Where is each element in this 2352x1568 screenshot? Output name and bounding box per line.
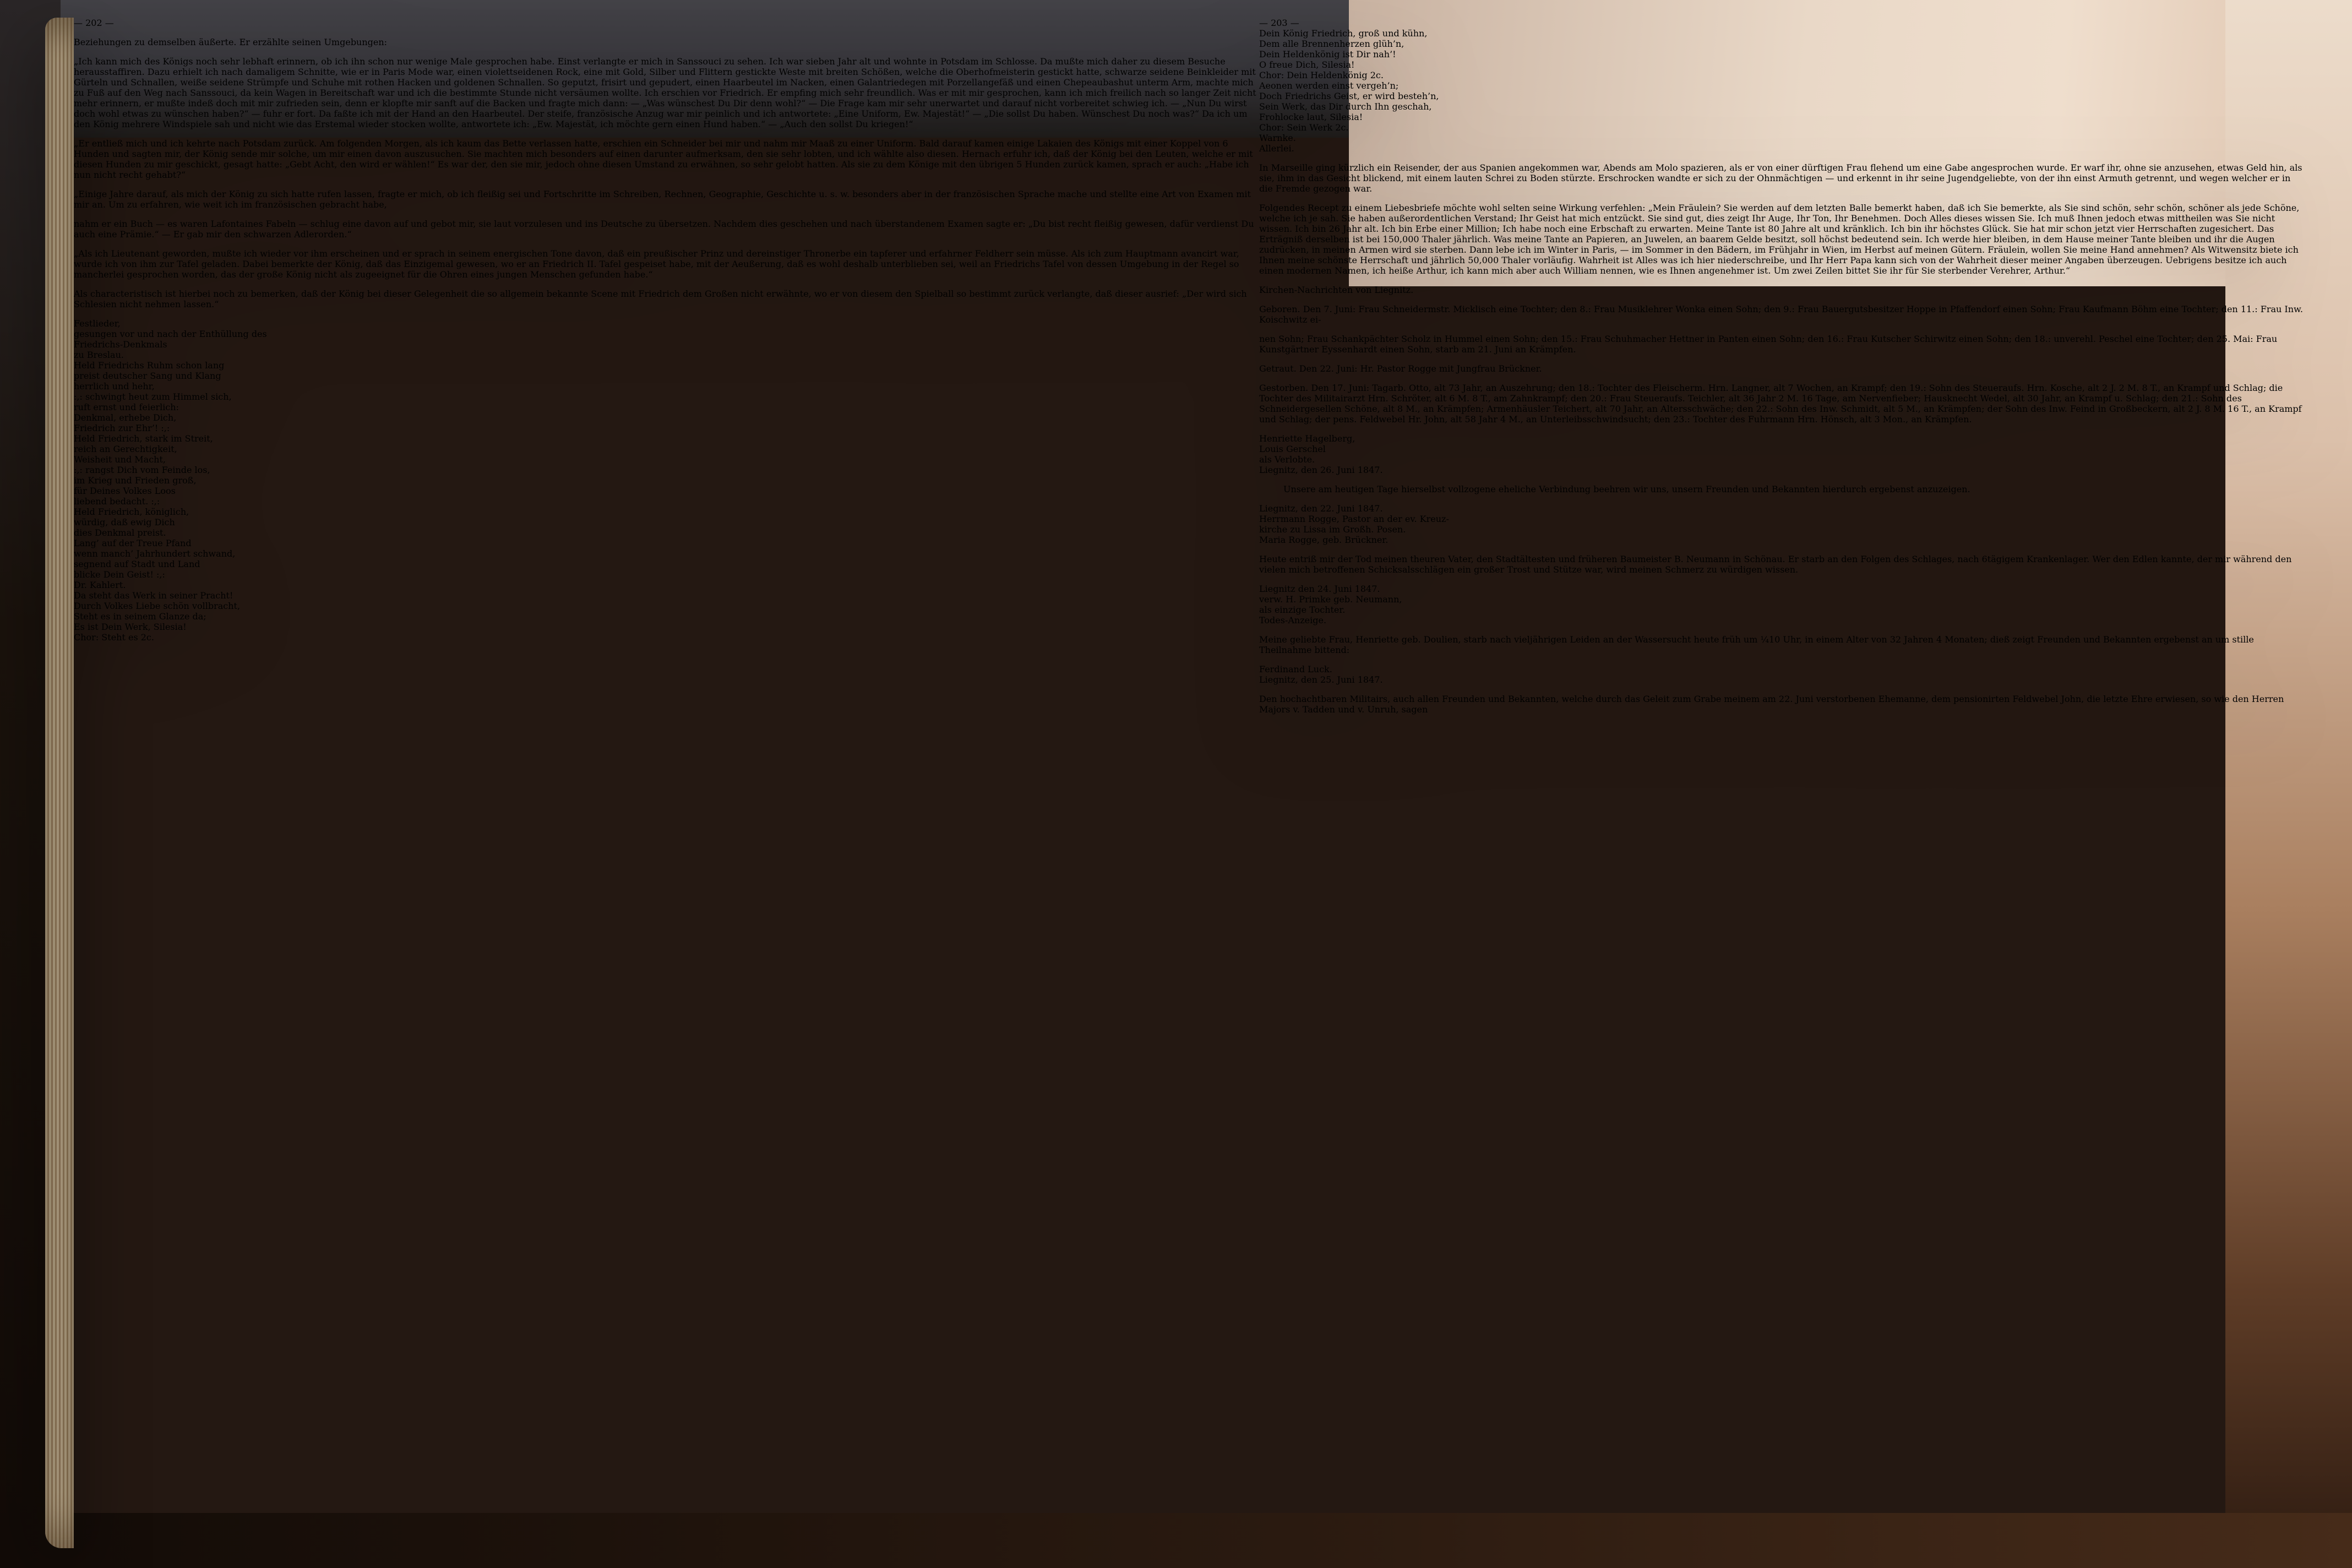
poem-line: Held Friedrich, stark im Streit, (74, 433, 213, 444)
poem-line: Doch Friedrichs Geist, er wird besteh’n, (1259, 91, 1439, 101)
poem-line: :,: rangst Dich vom Feinde los, (74, 465, 210, 475)
engagement-name-1: Henriette Hagelberg, (1259, 433, 1355, 444)
poem-line: Lang’ auf der Treue Pfand (74, 538, 192, 548)
festlieder-title: Festlieder, (74, 318, 121, 329)
poem-line: im Krieg und Frieden groß, (74, 475, 197, 486)
date-line: Liegnitz, den 22. Juni 1847. (1259, 503, 1383, 514)
poem-line: Durch Volkes Liebe schön vollbracht, (74, 601, 241, 611)
paragraph: nahm er ein Buch — es waren Lafontaines Fabeln — schlug eine davon auf und gebot mir, sie laut vorzulesen und ins Deutsche zu übersetzen. Nachdem dies geschehen und nach überstandenem Examen sagte er: „Du bist recht fleißig gewesen, dafür verdienst Du auch eine Prämie.“ — Er gab mir den schwarzen Adlerorden.“ (74, 219, 1254, 239)
poem-line: herrlich und hehr, (74, 381, 155, 391)
paragraph: Beziehungen zu demselben äußerte. Er erzählte seinen Umgebungen: (74, 37, 388, 47)
paragraph: „Als ich Lieutenant geworden, mußte ich wieder vor ihm erscheinen und er sprach in seinem energischen Tone davon, daß ein preußischer Prinz und dereinstiger Thronerbe ein tapferer und erfahrner Feldherr sein müsse. Als ich zum Hauptmann avancirt war, wurde ich von ihm zur Tafel geladen. Dabei bemerkte der König, daß das Einzigemal gewesen, wo er an Friedrich II. Tafel gespeiset habe, mit der Aeußerung, daß es wohl deshalb unterblieben sei, weil an Friedrichs Tafel von dessen Umgebung in der Regel so mancherlei gesprochen worden, das der große König nicht als zugeeignet für die Ohren eines jungen Menschen gefunden habe.“ (74, 248, 1239, 280)
poem-line: würdig, daß ewig Dich (74, 517, 175, 527)
poem-line: Dein König Friedrich, groß und kühn, (1259, 28, 1428, 39)
chorus-line: Chor: Steht es 2c. (74, 632, 154, 643)
poem-line: O freue Dich, Silesia! (1259, 59, 1355, 70)
paragraph: „Einige Jahre darauf, als mich der König zu sich hatte rufen lassen, fragte er mich, ob ich fleißig sei und Fortschritte im Schreiben, Rechnen, Geographie, Geschichte u. s. w. besonders aber in der französischen Sprache mache und stellte eine Art von Examen mit mir an. Um zu erfahren, wie weit ich im französischen gebracht habe, (74, 189, 1251, 210)
poem-line: Denkmal, erhebe Dich, (74, 412, 177, 423)
signature: verw. H. Primke geb. Neumann, (1259, 594, 1402, 605)
paragraph: In Marseille ging kürzlich ein Reisender, der aus Spanien angekommen war, Abends am Molo spazieren, als er von einer dürftigen Frau flehend um eine Gabe angesprochen wurde. Er warf ihr, ohne sie anzusehen, etwas Geld hin, als sie, ihm in das Gesicht blickend, mit einem lauten Schrei zu Boden stürzte. Erschrocken wandte er sich zu der Ohnmächtigen — und erkennt in ihr seine Jugendgeliebte, von der ihn einst Armuth getrennt, und wegen welcher er in die Fremde gezogen war. (1259, 162, 2302, 194)
page-203 (1259, 18, 2307, 1548)
festlieder-subtitle: Friedrichs-Denkmals (74, 339, 167, 350)
poem-line: preist deutscher Sang und Klang (74, 371, 221, 381)
poem-line: Steht es in seinem Glanze da; (74, 611, 206, 622)
paragraph: Gestorben. Den 17. Juni: Tagarb. Otto, alt 73 Jahr, an Auszehrung; den 18.: Tochter des Fleischerm. Hrn. Langner, alt 7 Wochen, an Krampf; den 19.: Sohn des Steueraufs. Hrn. Kosche, alt 2 J. 2 M. 8 T., an Krampf und Schlag; die Tochter des Militairarzt Hrn. Schröter, alt 6 M. 8 T., am Zahnkrampf; den 20.: Frau Steueraufs. Teichler, alt 36 Jahr 2 M. 16 Tage, am Nervenfieber; Hausknecht Wedel, alt 30 Jahr, an Krampf u. Schlag; den 21.: Sohn des Schneidergesellen Schöne, alt 8 M., an Krämpfen; Armenhäusler Teichert, alt 70 Jahr, an Altersschwäche; den 22.: Sohn des Inw. Schmidt, alt 5 M., an Krämpfen; der Sohn des Inw. Feind in Großbeckern, alt 2 J. 8 M. 16 T., an Krampf und Schlag; der pens. Feldwebel Hr. John, alt 58 Jahr 4 M., an Unterleibsschwindsucht; den 23.: Tochter des Fuhrmann Hrn. Hönsch, alt 3 Mon., an Krämpfen. (1259, 383, 2302, 424)
column-3 (1259, 28, 2307, 325)
signature: Herrmann Rogge, Pastor an der ev. Kreuz- (1259, 514, 1449, 524)
column-4 (1259, 334, 2307, 715)
author-signature: Warnke. (1259, 133, 1296, 143)
chorus-line: Chor: Sein Werk 2c. (1259, 122, 1349, 133)
festlieder-subtitle: zu Breslau. (74, 350, 124, 360)
poem-line: Held Friedrich, königlich, (74, 507, 189, 517)
page-number-203: — 203 — (1259, 18, 1299, 28)
poem-stanza (74, 433, 1259, 507)
page-stack-left-edge (45, 18, 74, 1548)
festlieder-subtitle: gesungen vor und nach der Enthüllung des (74, 329, 267, 339)
poem-stanza (74, 590, 1259, 632)
paragraph: Als characteristisch ist hierbei noch zu bemerken, daß der König bei dieser Gelegenheit die so allgemein bekannte Scene mit Friedrich dem Großen nicht erwähnte, wo er von diesem den Spielball so bestimmt zurück verlangte, daß dieser ausrief: „Der wird sich Schlesien nicht nehmen lassen.“ (74, 288, 1247, 309)
festlieder-section (74, 318, 1259, 590)
poem-stanza (1259, 28, 2307, 70)
signature: als einzige Tochter. (1259, 605, 1346, 615)
open-book (45, 18, 2307, 1548)
poem-line: :,: schwingt heut zum Himmel sich, (74, 391, 232, 402)
poem-line: Frohlocke laut, Silesia! (1259, 112, 1363, 122)
poem-line: dies Denkmal preist. (74, 527, 166, 538)
poem-line: reich an Gerechtigkeit, (74, 444, 177, 454)
column-2 (74, 219, 1259, 643)
poem-line: wenn manch’ Jahrhundert schwand, (74, 548, 236, 559)
date-line: Liegnitz den 24. Juni 1847. (1259, 584, 1380, 594)
paragraph: „Er entließ mich und ich kehrte nach Potsdam zurück. Am folgenden Morgen, als ich kaum das Bette verlassen hatte, erschien ein Schneider bei mir und nahm mir Maaß zu einer Uniform. Bald darauf kamen einige Lakaien des Königs mit einer Koppel von 6 Hunden und sagten mir, der König sende mir solche, um mir einen davon auszusuchen. Sie machten mich besonders auf einen darunter aufmerksam, den sie sehr lobten, und ich wählte also diesen. Hernach erfuhr ich, daß der König bei den Leuten, welche er mit diesen Hunden zu mir geschickt, gesagt hatte: „Gebt Acht, den wird er wählen!“ Es war der, den sie mir, jedoch ohne diesen Umstand zu erwähnen, so sehr gelobt hatten. Als sie zu dem Könige mit den übrigen 5 Hunden zurück kamen, sprach er auch: „Habe ich nun nicht recht gehabt?“ (74, 138, 1253, 180)
paragraph: Getraut. Den 22. Juni: Hr. Pastor Rogge mit Jungfrau Brückner. (1259, 363, 1542, 374)
engagement-label: als Verlobte. (1259, 454, 1315, 465)
poem-line: Weisheit und Macht, (74, 454, 166, 465)
engagement-announcement-box (1259, 433, 2307, 475)
page-202 (74, 18, 1259, 1548)
paragraph: Unsere am heutigen Tage hierselbst vollzogene eheliche Verbindung beehren wir uns, unsern Freunden und Bekannten hierdurch ergebenst anzuzeigen. (1283, 484, 1970, 494)
paragraph: nen Sohn; Frau Schankpächter Scholz in Hummel einen Sohn; den 15.: Frau Schuhmacher Hettner in Panten einen Sohn; den 16.: Frau Kutscher Schirwitz einen Sohn; den 18.: unverehl. Peschel eine Tochter; den 25. Mai: Frau Kunstgärtner Eyssenhardt einen Sohn, starb am 21. Juni an Krämpfen. (1259, 334, 2278, 355)
poem-stanza (1259, 80, 2307, 122)
engagement-date: Liegnitz, den 26. Juni 1847. (1259, 465, 1383, 475)
engagement-name-2: Louis Gerschel (1259, 444, 1326, 454)
poem-line: Sein Werk, das Dir durch Ihn geschah, (1259, 101, 1432, 112)
paragraph: Folgendes Recept zu einem Liebesbriefe möchte wohl selten seine Wirkung verfehlen: „Mein Fräulein? Sie werden auf dem letzten Balle bemerkt haben, daß ich Sie bemerkte, als Sie sind schön, sehr schön, schöner als jede Schöne, welche ich je sah. Sie haben außerordentlichen Verstand; Ihr Geist hat mich entzückt. Sie sind gut, dies zeigt Ihr Auge, Ihr Ton, Ihr Benehmen. Doch Alles dieses wissen Sie. Ich muß Ihnen jedoch etwas mittheilen was Sie nicht wissen. Ich bin 26 Jahr alt. Ich bin Erbe einer Million; Ich habe noch eine Erbschaft zu erwarten. Meine Tante ist 80 Jahre alt und kränklich. Ich bin ihr höchstes Glück. Sie hat mir schon jetzt vier Herrschaften zugesichert. Das Erträgniß derselben ist bei 150,000 Thaler jährlich. Was meine Tante an Papieren, an Juwelen, an baarem Gelde besitzt, soll höchst bedeutend sein. Ich werde hier bleiben, in dem Hause meiner Tante bleiben und ihr die Augen zudrücken, in meinen Armen wird sie sterben. Dann lebe ich im Winter in Paris, — im Sommer in den Bädern, im Frühjahr in Wien, im Herbst auf meinen Gütern. Fräulein, wollen Sie meine Hand annehmen? Als Witwensitz biete ich Ihnen meine schönste Herrschaft und jährlich 50,000 Thaler vorläufig. Wahrheit ist Alles was ich hier niederschreibe, und Ihr Herr Papa kann sich von der Wahrheit dieser meiner Angaben überzeugen. Uebrigens besitze ich auch einen modernen Namen, ich heiße Arthur, ich kann mich aber auch William nennen, wie es Ihnen angenehmer ist. Um zwei Zeilen bittet Sie ihr für Sie sterbender Verehrer, Arthur.“ (1259, 203, 2300, 276)
kirchen-nachrichten-heading: Kirchen-Nachrichten von Liegnitz. (1259, 285, 1414, 295)
poem-stanza (74, 507, 1259, 580)
signature: Ferdinand Luck. (1259, 664, 1332, 674)
paragraph: „Ich kann mich des Königs noch sehr lebhaft erinnern, ob ich ihn schon nur wenige Male gesprochen habe. Einst verlangte er mich in Sanssouci zu sehen. Ich war sieben Jahr alt und wohnte in Potsdam im Schlosse. Da mußte mich daher zu diesem Besuche herausstaffiren. Dazu erhielt ich nach damaligem Schnitte, wie er in Paris Mode war, einen violettseidenen Rock, eine mit Gold, Silber und Flittern gestickte Weste mit breiten Schößen, welche die Oberhofmeisterin gestickt hatte, schwarze seidene Beinkleider mit Gürteln und Schnallen, weiße seidene Strümpfe und Schuhe mit rothen Hacken und goldenen Schnallen. So geputzt, frisirt und gepudert, einen Haarbeutel im Nacken, einen Galantriedegen mit Porzellangefäß und einen Chepeaubashut unterm Arm, machte mich zu Fuß auf den Weg nach Sanssouci, da kein Wagen in Bereitschaft war und ich die bestimmte Stunde nicht versäumen wollte. Ich erschien vor Friedrich. Er empfing mich sehr freundlich. Was er mit mir gesprochen, kann ich mich freilich nach so langer Zeit nicht mehr erinnern, er mußte indeß doch mit mir zufrieden sein, denn er klopfte mir sanft auf die Backen und fragte mich dann: — „Was wünschest Du Dir denn wohl?“ — Die Frage kam mir sehr unerwartet und darauf nicht vorbereitet schwieg ich. — „Nun Du wirst doch wohl etwas zu wünschen haben?“ — fuhr er fort. Da faßte ich mit der Hand an den Haarbeutel. Der steife, französische Anzug war mir peinlich und ich antwortete: „Eine Uniform, Ew. Majestät!“ — „Die sollst Du haben. Wünschest Du noch was?“ Da ich um den König mehrere Windspiele sah und nicht wie das Erstemal wieder stocken wollte, antwortete ich: „Ew. Majestät, ich möchte gern einen Hund haben.“ — „Auch den sollst Du kriegen!“ (74, 56, 1256, 129)
poem-stanza (74, 360, 1259, 433)
todes-anzeige-heading: Todes-Anzeige. (1259, 615, 1327, 625)
column-1 (74, 37, 1259, 210)
poem-line: für Deines Volkes Loos (74, 486, 176, 496)
paragraph: Den hochachtbaren Militairs, auch allen Freunden und Bekannten, welche durch das Geleit zum Grabe meinem am 22. Juni verstorbenen Ehemanne, dem pensionirten Feldwebel John, die letzte Ehre erwiesen, so wie den Herren Majors v. Tadden und v. Unruh, sagen (1259, 694, 2284, 715)
allerlei-heading: Allerlei. (1259, 143, 1294, 154)
signature: Maria Rogge, geb. Brückner. (1259, 535, 1389, 545)
poem-line: Es ist Dein Werk, Silesia! (74, 622, 187, 632)
poem-line: Held Friedrichs Ruhm schon lang (74, 360, 225, 371)
poem-line: ruft ernst und feierlich: (74, 402, 179, 412)
poem-line: blicke Dein Geist! :,: (74, 569, 165, 580)
paragraph: Geboren. Den 7. Juni: Frau Schneidermstr. Micklisch eine Tochter; den 8.: Frau Musiklehrer Wonka einen Sohn; den 9.: Frau Bauergutsbesitzer Hoppe in Pfaffendorf einen Sohn; Frau Kaufmann Böhm eine Tochter; den 11.: Frau Inw. Koischwitz ei- (1259, 304, 2303, 325)
poem-line: Da steht das Werk in seiner Pracht! (74, 590, 233, 601)
poem-line: Friedrich zur Ehr’! :,: (74, 423, 170, 433)
paragraph: Meine geliebte Frau, Henriette geb. Doulien, starb nach vieljährigen Leiden an der Wassersucht heute früh um ¼10 Uhr, in einem Alter von 32 Jahren 4 Monaten; dieß zeigt Freunden und Bekannten ergebenst an um stille Theilnahme bittend: (1259, 634, 2254, 655)
poem-line: Dem alle Brennenherzen glüh’n, (1259, 39, 1404, 49)
signature: kirche zu Lissa im Großh. Posen. (1259, 524, 1406, 535)
poem-line: segnend auf Stadt und Land (74, 559, 200, 569)
chorus-line: Chor: Dein Heldenkönig 2c. (1259, 70, 1384, 80)
poem-line: liebend bedacht. :,: (74, 496, 160, 507)
date-line: Liegnitz, den 25. Juni 1847. (1259, 674, 1383, 685)
author-signature: Dr. Kahlert. (74, 580, 126, 590)
page-number-202: — 202 — (74, 18, 114, 28)
poem-line: Aeonen werden einst vergeh’n; (1259, 80, 1399, 91)
poem-line: Dein Heldenkönig ist Dir nah’! (1259, 49, 1396, 59)
paragraph: Heute entriß mir der Tod meinen theuren Vater, den Stadtältesten und früheren Baumeister B. Neumann in Schönau. Er starb an den Folgen des Schlages, nach 6tägigem Krankenlager. Wer den Edlen kannte, der mir während den vielen mich betroffenen Schicksalsschlägen ein großer Trost und Stütze war, wird meinen Schmerz zu würdigen wissen. (1259, 554, 2292, 575)
